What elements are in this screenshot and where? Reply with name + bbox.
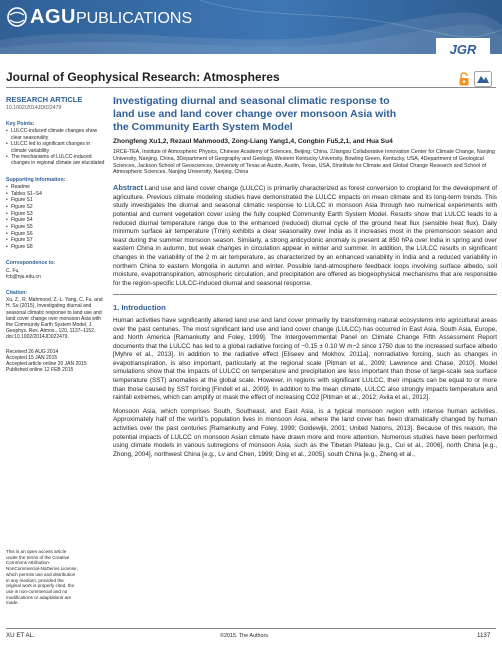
supporting-item-link[interactable]: • Figure S8 xyxy=(6,244,106,250)
article-main xyxy=(113,95,497,459)
article-title: Investigating diurnal and seasonal climatic response to land use and land cover change over monsoon Asia with the Community Earth System Model xyxy=(113,95,397,133)
publications-label: PUBLICATIONS xyxy=(75,10,193,27)
open-access-lock-icon xyxy=(458,72,470,86)
key-point-item: • LULCC led to significant changes in climate variability xyxy=(6,141,106,153)
correspondence-email-link[interactable]: fcb@nju.edu.cn xyxy=(6,273,41,280)
abstract xyxy=(113,184,497,288)
supporting-item-link[interactable]: • Figure S2 xyxy=(6,204,106,210)
author-list: Zhongfeng Xu1,2, Rezaul Mahmood3, Zong-Liang Yang1,4, Congbin Fu5,2,1, and Hua Su4 xyxy=(113,138,393,145)
footer-author: XU ET AL. xyxy=(6,632,35,639)
abstract-text: Land use and land cover change (LULCC) is primarily characterized as forest conversion to cropland for the development of agriculture. Previous climate modeling studies have demonstrated the LULCC impacts on mean climate and its long-term trends. This study investigates the diurnal and seasonal climatic response to LULCC in monsoon Asia through two numerical experiments with potential and current vegetation cover using the fully coupled Community Earth System Model. Results show that LULCC leads to a reduced diurnal temperature range due to the enhanced (reduced) diurnal cycle of the ground heat flux (sensible heat flux). Daily minimum surface air temperature (Tmin) exhibits a clear seasonality over India as it increases most in the premonsoon season and least during the summer monsoon season. Similarly, a strong anticyclonic anomaly is present at 850 hPa over India in spring and over eastern China in autumn, but weak changes in circulation appear in winter and summer. In addition, the LULCC results in significant changes in the variability of the 2 m air temperature, as characterized by an enhanced variability in India and a reduced variability in northern China to eastern Mongolia in autumn and winter. Possible land-atmosphere feedback loops involving surface albedo, soil moisture, evapotranspiration, atmospheric circulation, and precipitation are offered as biogeophysical mechanisms that are responsible for the region-specific LULCC-induced diurnal and seasonal response. xyxy=(113,185,497,287)
key-point-item: • LULCC-induced climate changes show clear seasonality xyxy=(6,128,106,140)
affiliations: 1RCE-TEA, Institute of Atmospheric Physics, Chinese Academy of Sciences, Beijing, China, 2Jiangsu Collaborative Innovation Center for Climate Change, Nanjing University, Nanjing, China, 3Department of Geography and Geology, Western Kentucky University, Bowling Green, Kentucky, USA, 4Department of Geological Sciences, Jackson School of Geosciences, University of Texas at Austin, Austin, Texas, USA, 5Institute for Climate and Global Change Research and School of Atmospheric Sciences, Nanjing University, Nanjing, China xyxy=(113,149,495,176)
footer-copyright: ©2015. The Authors. xyxy=(220,633,270,639)
abstract-label: Abstract xyxy=(113,183,143,193)
supporting-item-link[interactable]: • Tables S1–S4 xyxy=(6,191,106,197)
abstract-rule xyxy=(113,294,497,295)
section-heading-introduction: 1. Introduction xyxy=(113,302,166,312)
supporting-item-link[interactable]: • Figure S7 xyxy=(6,237,106,243)
accepted-online-date: Accepted article online 20 JAN 2015 xyxy=(6,361,87,367)
key-point-item: • The mechanisms of LULCC-induced changes in regional climate are elucidated xyxy=(6,154,106,166)
page-number: 1137 xyxy=(477,632,491,639)
published-online-date: Published online 12 FEB 2015 xyxy=(6,367,74,374)
supporting-item-link[interactable]: • Figure S6 xyxy=(6,231,106,237)
supporting-item-link[interactable]: • Figure S5 xyxy=(6,224,106,230)
supporting-item-link[interactable]: • Figure S1 xyxy=(6,197,106,203)
article-doi[interactable]: 10.1002/2014JD022479 xyxy=(6,105,62,111)
open-access-note: This is an open access article under the terms of the Creative Commons Attribution-NonCommercial-NoDerivs License, which permits use and distribution in any medium, provided the original work is properly cited, the use is non-commercial and no modifications or adaptations are made. xyxy=(6,549,78,606)
header-rule xyxy=(6,87,496,88)
article-type: RESEARCH ARTICLE xyxy=(6,95,83,104)
correspondence-label: Correspondence to: xyxy=(6,260,56,267)
body-paragraph: Human activities have significantly altered land use and land cover primarily by transforming natural ecosystems into agricultural areas over the past centuries. The most significant land use and land cover change (LULCC) has occurred in East Asia, South Asia, Europe, and North America [Ramankutty and Foley, 1999]. The Intergovernmental Panel on Climate Change Fifth Assessment Report documents that the LULCC has led to a global radiative forcing of −0.15 ± 0.10 W m−2 since 1750 due to the increased surface albedo [Myhre et al., 2013]. In addition to the radiative effect [Eliseev and Mokhov, 2011a], nonradiative forcing, such as changes in evapotranspiration, is also important, particularly at the regional scale [Pitman et al., 2009; Lawrence and Chase, 2010]. Model simulations show that the impacts of LULCC on temperature and precipitation are less important than those of large-scale sea surface temperature (SST) anomalies at the global scale. However, in regions with significant LULCC, their impacts can be equal to or more than those caused by SST forcing [Findell et al., 2009]. In addition to the mean climate, LULCC also strongly impacts temperature and rainfall extremes, which can amplify or mask the effect of increasing CO2 [Pitman et al., 2012; Avila et al., 2012]. xyxy=(113,316,497,402)
supporting-information-list xyxy=(6,184,106,251)
supporting-information-label: Supporting Information: xyxy=(6,176,66,183)
journal-banner xyxy=(0,0,502,54)
journal-title[interactable]: Journal of Geophysical Research: Atmospheres xyxy=(6,70,280,84)
citation-text: Xu, Z., R. Mahmood, Z.-L. Yang, C. Fu, and H. Su (2015), Investigating diurnal and seasonal climatic response to land use and land cover change over monsoon Asia with the Community Earth System Model, J. Geophys. Res. Atmos., 120, 1137–1152, doi:10.1002/2014JD022479. xyxy=(6,297,103,341)
supporting-item-link[interactable]: • Figure S3 xyxy=(6,211,106,217)
agu-label: AGU xyxy=(30,6,76,28)
article-sidebar xyxy=(6,95,106,373)
history-block xyxy=(6,349,106,374)
key-points-list xyxy=(6,128,106,166)
received-date: Received 26 AUG 2014 xyxy=(6,348,59,355)
citation-label: Citation: xyxy=(6,289,28,296)
accepted-date: Accepted 15 JAN 2015 xyxy=(6,354,58,361)
footer-rule xyxy=(6,628,496,629)
correspondence-name: C. Fu, xyxy=(6,267,20,274)
jgr-badge[interactable]: JGR xyxy=(436,38,490,54)
supporting-item-link[interactable]: • Readme xyxy=(6,184,106,190)
agu-publications-logo[interactable] xyxy=(30,6,192,29)
agu-globe-icon xyxy=(6,6,28,28)
supporting-item-link[interactable]: • Figure S4 xyxy=(6,217,106,223)
key-points-label: Key Points: xyxy=(6,121,35,128)
body-paragraph: Monsoon Asia, which comprises South, Southeast, and East Asia, is a typical monsoon region with intense human activities. Approximately half of the world's population lives in monsoon Asia, where the land cover has been dramatically changed by human activities over the past centuries [Ramankutty and Foley, 1999; Goldewijk, 2001; United Nations, 2013]. Because of this reason, the potential impacts of LULCC on monsoon Asian climate have drawn more and more attention. Numerous studies have been performed using climate models in various subregions of monsoon Asia, such as the Tibetan Plateau [e.g., Cui et al., 2006], north China [e.g., Zhong, 2004], northwest China [e.g., Lv and Chen, 1999; Ding et al., 2005], south China [e.g., Zheng et al., xyxy=(113,407,497,458)
journal-emblem-icon xyxy=(474,71,492,87)
